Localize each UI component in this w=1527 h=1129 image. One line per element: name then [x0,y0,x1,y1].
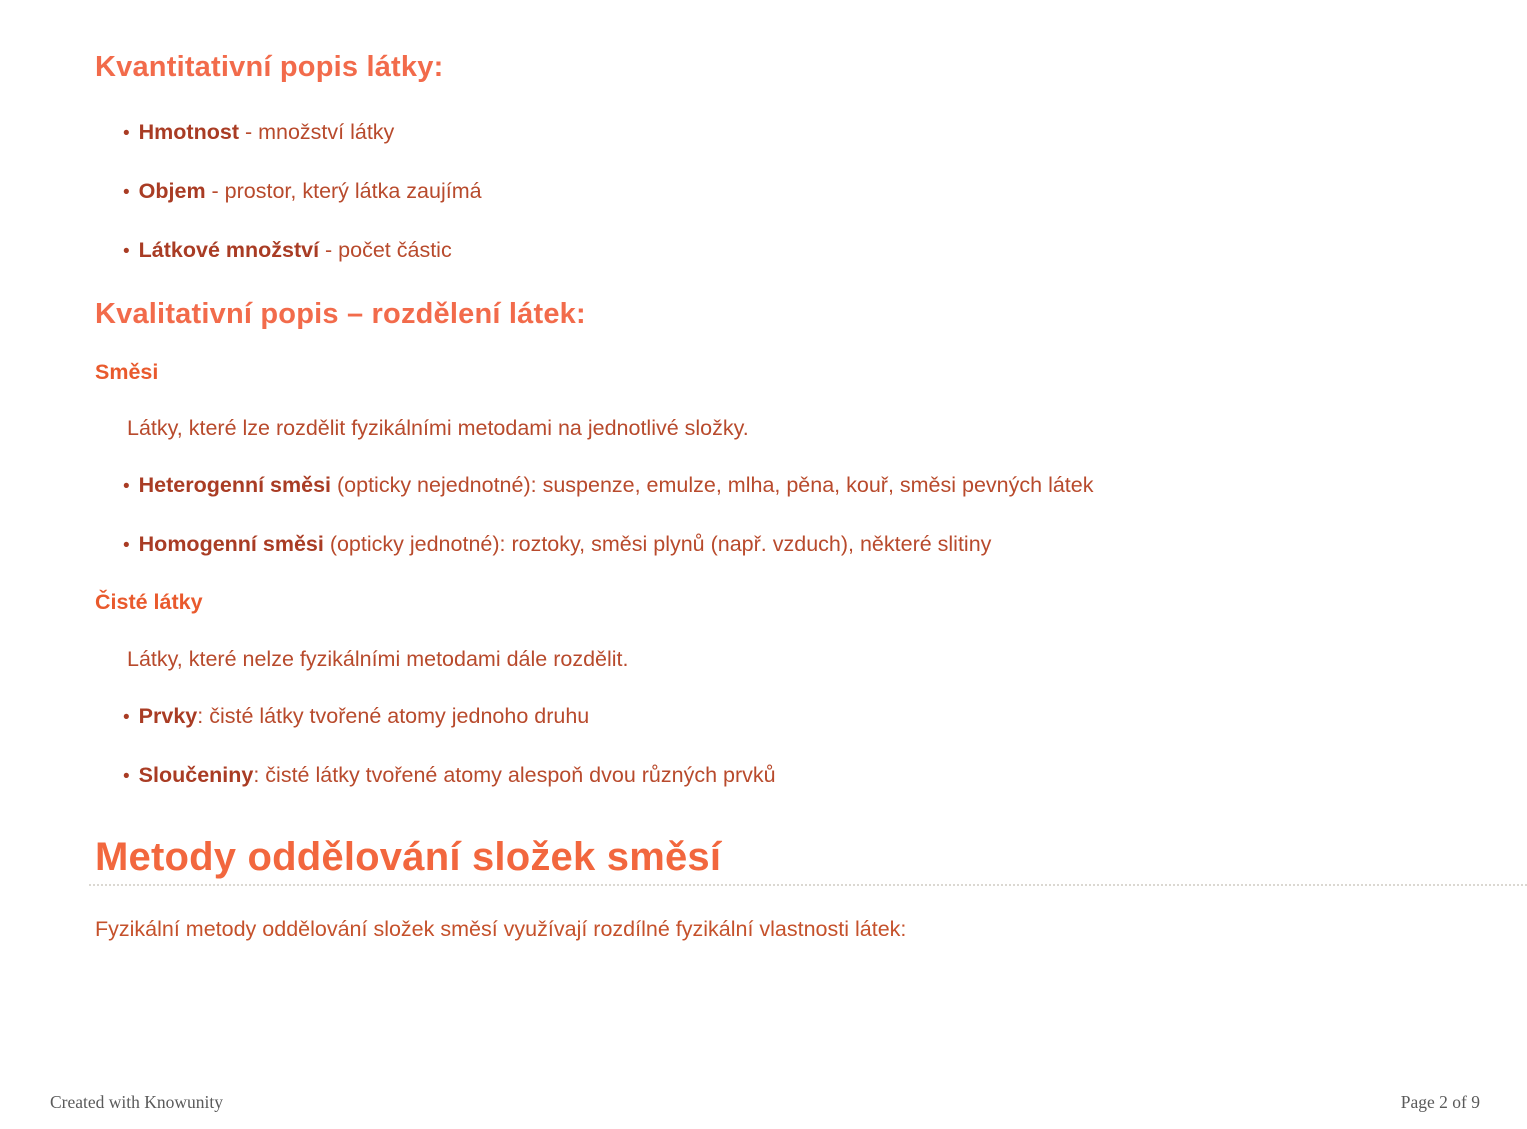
list-item [123,471,1480,501]
list-smesi [123,471,1480,560]
subheading-smesi: Směsi [95,360,159,384]
footer-credit: Created with Knowunity [50,1092,224,1112]
paragraph-metody-intro: Fyzikální metody oddělování složek směsí využívají rozdílné fyzikální vlastnosti látek: [95,917,907,941]
term-label: Látkové množství [138,238,320,262]
term-label: Heterogenní směsi [138,473,332,497]
list-item [123,177,1480,207]
term-description: : čisté látky tvořené atomy alespoň dvou různých prvků [253,763,776,787]
paragraph-smesi-desc: Látky, které lze rozdělit fyzikálními metodami na jednotlivé složky. [127,416,749,440]
bullet-icon: • [123,241,130,262]
list-item [123,118,1480,148]
term-label: Prvky [138,704,198,728]
term-label: Hmotnost [138,120,239,144]
heading-metody-oddelovani: Metody oddělování složek směsí [95,835,722,879]
term-label: Sloučeniny [138,763,254,787]
bullet-icon: • [123,535,130,556]
subheading-ciste-latky: Čisté látky [95,590,203,614]
list-item [123,761,1480,791]
page-footer [50,1092,1480,1113]
list-item [123,702,1480,732]
term-description: (opticky nejednotné): suspenze, emulze, mlha, pěna, kouř, směsi pevných látek [331,473,1094,497]
bullet-icon: • [123,707,130,728]
heading-kvalitativni-popis: Kvalitativní popis – rozdělení látek: [95,298,586,330]
term-label: Homogenní směsi [138,532,324,556]
term-description: - počet částic [319,238,452,262]
list-kvantitativni [123,118,1480,266]
term-description: - množství látky [238,120,395,144]
bullet-icon: • [123,123,130,144]
document-page [0,49,1527,1129]
list-item [123,236,1480,266]
bullet-icon: • [123,182,130,203]
heading-kvantitativni-popis: Kvantitativní popis látky: [95,51,444,83]
term-description: - prostor, který látka zaujímá [205,179,482,203]
footer-page-indicator: Page 2 of 9 [1400,1092,1480,1112]
term-label: Objem [138,179,206,203]
term-description: (opticky jednotné): roztoky, směsi plynů (např. vzduch), některé slitiny [323,532,992,556]
list-ciste-latky [123,702,1480,791]
term-description: : čisté látky tvořené atomy jednoho druhu [197,704,590,728]
heading-underline-divider [89,884,1527,886]
list-item [123,530,1480,560]
bullet-icon: • [123,766,130,787]
paragraph-ciste-latky-desc: Látky, které nelze fyzikálními metodami dále rozdělit. [127,647,629,671]
bullet-icon: • [123,476,130,497]
